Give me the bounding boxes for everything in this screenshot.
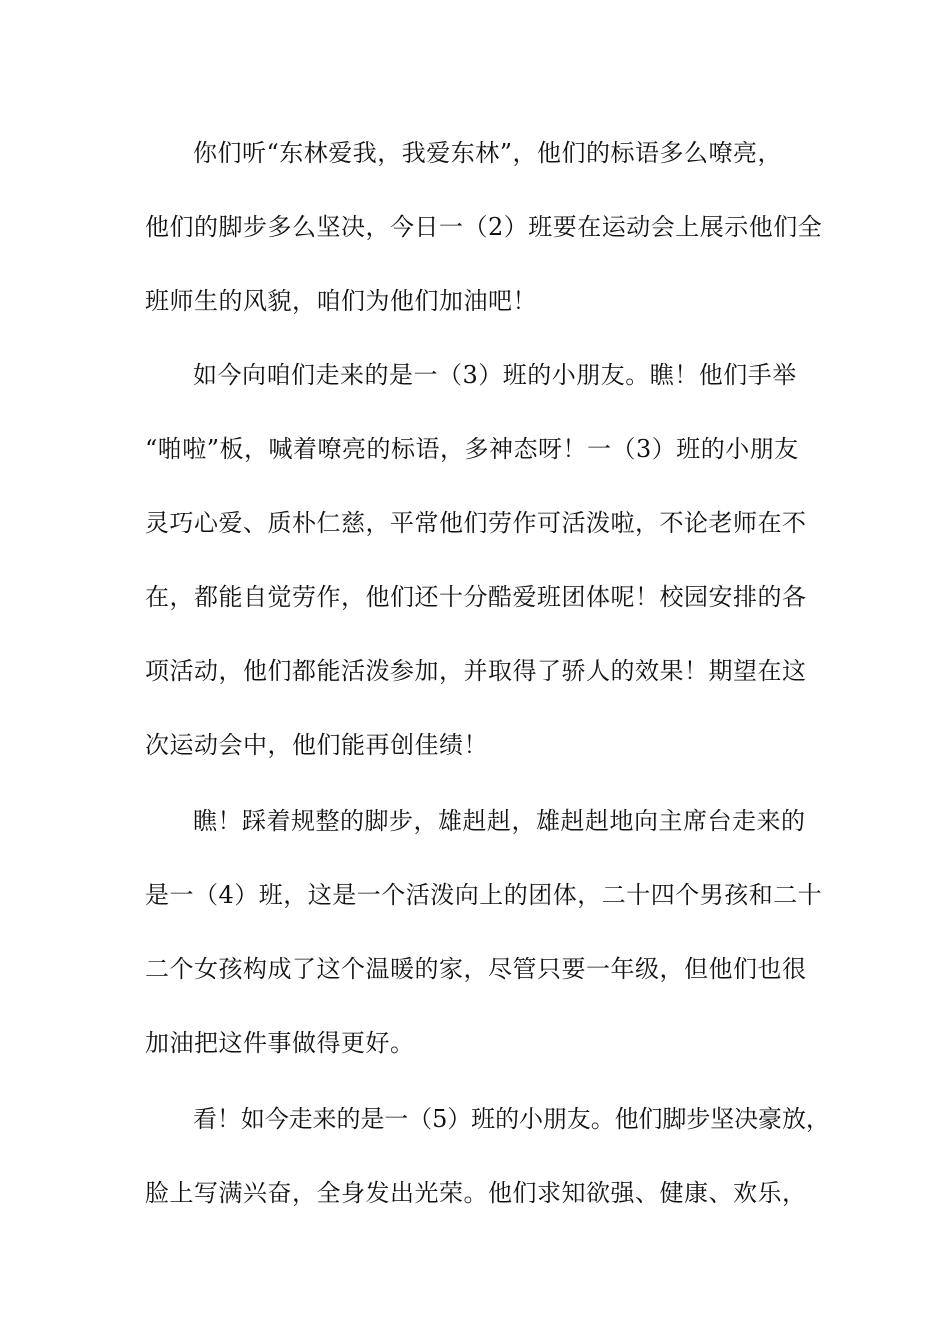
- paragraph-2-line-4: 在，都能自觉劳作，他们还十分酷爱班团体呢！校园安排的各: [145, 583, 807, 611]
- paragraph-2-line-6: 次运动会中，他们能再创佳绩！: [145, 731, 488, 759]
- paragraph-2-line-2: “啪啦”板，喊着嘹亮的标语，多神态呀！一（3）班的小朋友: [145, 435, 799, 463]
- paragraph-3-line-4: 加油把这件事做得更好。: [145, 1029, 415, 1057]
- paragraph-3-line-3: 二个女孩构成了这个温暖的家，尽管只要一年级，但他们也很: [145, 955, 807, 983]
- paragraph-3-line-2: 是一（4）班，这是一个活泼向上的团体，二十四个男孩和二十: [145, 881, 823, 909]
- paragraph-1-line-2: 他们的脚步多么坚决，今日一（2）班要在运动会上展示他们全: [145, 213, 823, 241]
- paragraph-2-line-3: 灵巧心爱、质朴仁慈，平常他们劳作可活泼啦，不论老师在不: [145, 509, 807, 537]
- paragraph-2-line-1: 如今向咱们走来的是一（3）班的小朋友。瞧！他们手举: [193, 361, 797, 389]
- paragraph-1-line-1: 你们听“东林爱我，我爱东林”，他们的标语多么嘹亮，: [193, 139, 783, 167]
- paragraph-1-line-3: 班师生的风貌，咱们为他们加油吧！: [145, 287, 537, 315]
- paragraph-3-line-1: 瞧！踩着规整的脚步，雄赳赳，雄赳赳地向主席台走来的: [193, 807, 806, 835]
- paragraph-2-line-5: 项活动，他们都能活泼参加，并取得了骄人的效果！期望在这: [145, 657, 807, 685]
- paragraph-4-line-2: 脸上写满兴奋，全身发出光荣。他们求知欲强、健康、欢乐，: [145, 1179, 807, 1207]
- paragraph-4-line-1: 看！如今走来的是一（5）班的小朋友。他们脚步坚决豪放，: [193, 1105, 830, 1133]
